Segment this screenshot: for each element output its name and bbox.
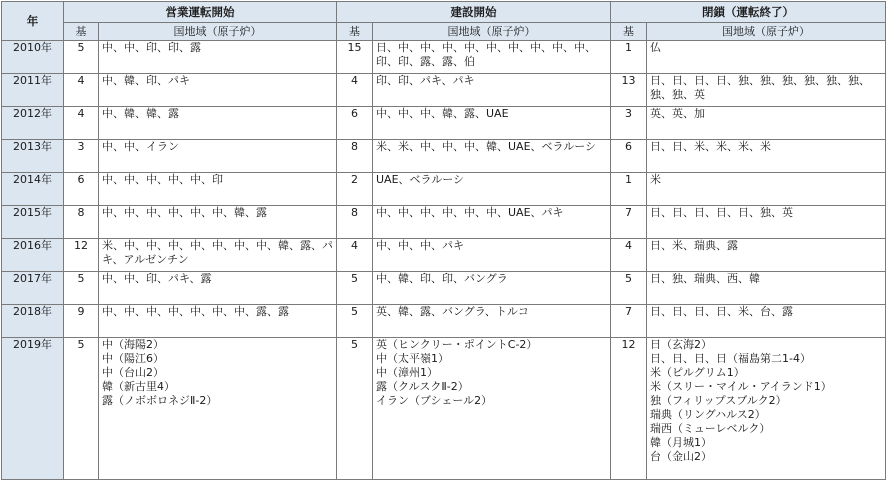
operation-region-header: 国地域（原子炉） (99, 23, 337, 41)
operation-count: 8 (64, 206, 99, 239)
closure-regions: 仏 (647, 41, 886, 74)
construction-regions: 印、印、パキ、パキ (373, 74, 611, 107)
list-item: 瑞典（リングハルス2） (650, 408, 766, 421)
operation-regions: 中、中、イラン (99, 140, 337, 173)
table-row (2, 107, 886, 140)
construction-count: 6 (337, 107, 373, 140)
list-item: 独（フィリップスブルク2） (650, 394, 787, 407)
year-header: 年 (2, 2, 64, 41)
year-cell: 2016年 (2, 239, 64, 272)
construction-regions: 英、韓、露、バングラ、トルコ (373, 305, 611, 338)
operation-count: 5 (64, 272, 99, 305)
closure-count: 1 (611, 173, 647, 206)
operation-regions: 中、中、印、印、露 (99, 41, 337, 74)
construction-count: 8 (337, 206, 373, 239)
closure-regions: 米 (647, 173, 886, 206)
table-row (2, 140, 886, 173)
operation-regions: 中、韓、韓、露 (99, 107, 337, 140)
table-row (2, 338, 886, 480)
year-cell: 2010年 (2, 41, 64, 74)
closure-regions: 日、日、日、日、独、独、独、独、独、独、独、独、英 (647, 74, 886, 107)
operation-regions: 米、中、中、中、中、中、中、中、韓、露、パキ、アルゼンチン (99, 239, 337, 272)
closure-regions (647, 338, 886, 480)
construction-regions (373, 338, 611, 480)
construction-count: 4 (337, 74, 373, 107)
construction-regions: 日、中、中、中、中、中、中、中、中、中、印、印、露、露、伯 (373, 41, 611, 74)
closure-count-header: 基 (611, 23, 647, 41)
closure-count: 6 (611, 140, 647, 173)
closure-count: 7 (611, 206, 647, 239)
operation-count: 5 (64, 41, 99, 74)
reactor-table (1, 1, 886, 480)
table-row (2, 272, 886, 305)
closure-regions: 英、英、加 (647, 107, 886, 140)
table-row (2, 173, 886, 206)
operation-count: 9 (64, 305, 99, 338)
operation-regions: 中、韓、印、パキ (99, 74, 337, 107)
table-row (2, 239, 886, 272)
table-row (2, 41, 886, 74)
closure-count: 13 (611, 74, 647, 107)
construction-regions: 中、中、中、韓、露、UAE (373, 107, 611, 140)
list-item: 米（スリー・マイル・アイランド1） (650, 380, 832, 393)
operation-regions: 中、中、中、中、中、印 (99, 173, 337, 206)
closure-region-header: 国地域（原子炉） (647, 23, 886, 41)
construction-count: 2 (337, 173, 373, 206)
closure-count: 4 (611, 239, 647, 272)
construction-count: 5 (337, 338, 373, 480)
list-item: 中（太平嶺1） (376, 352, 449, 365)
list-item: 中（海陽2） (102, 338, 164, 351)
closure-regions: 日、日、米、米、米、米 (647, 140, 886, 173)
year-cell: 2018年 (2, 305, 64, 338)
closure-count: 12 (611, 338, 647, 480)
operation-count: 6 (64, 173, 99, 206)
year-cell: 2015年 (2, 206, 64, 239)
list-item: 中（台山2） (102, 366, 164, 379)
construction-count: 15 (337, 41, 373, 74)
operation-regions (99, 338, 337, 480)
list-item: 中（漳州1） (376, 366, 438, 379)
operation-count: 4 (64, 107, 99, 140)
construction-region-header: 国地域（原子炉） (373, 23, 611, 41)
list-item: 英（ヒンクリー・ポイントC-2） (376, 338, 538, 351)
list-item: 瑞西（ミューレベルク） (650, 422, 771, 435)
list-item: 韓（月城1） (650, 436, 712, 449)
operation-start-header: 営業運転開始 (64, 2, 337, 23)
table-row (2, 305, 886, 338)
year-cell: 2019年 (2, 338, 64, 480)
operation-regions: 中、中、印、パキ、露 (99, 272, 337, 305)
operation-count: 4 (64, 74, 99, 107)
closure-header: 閉鎖（運転終了） (611, 2, 886, 23)
year-cell: 2017年 (2, 272, 64, 305)
construction-count: 5 (337, 272, 373, 305)
list-item: 露（クルスクⅡ-2） (376, 380, 469, 393)
construction-count: 4 (337, 239, 373, 272)
list-item: 日、日、日、日（福島第二1-4） (650, 352, 811, 365)
construction-count-header: 基 (337, 23, 373, 41)
table-row (2, 206, 886, 239)
list-item: イラン（ブシェール2） (376, 394, 493, 407)
subheader-row (2, 23, 886, 41)
closure-regions: 日、日、日、日、米、台、露 (647, 305, 886, 338)
closure-regions: 日、日、日、日、日、独、英 (647, 206, 886, 239)
year-cell: 2011年 (2, 74, 64, 107)
closure-count: 7 (611, 305, 647, 338)
construction-regions: UAE、ベラルーシ (373, 173, 611, 206)
list-item: 韓（新古里4） (102, 380, 175, 393)
closure-regions: 日、独、瑞典、西、韓 (647, 272, 886, 305)
operation-count: 12 (64, 239, 99, 272)
year-cell: 2012年 (2, 107, 64, 140)
list-item: 露（ノボボロネジⅡ-2） (102, 394, 218, 407)
closure-count: 5 (611, 272, 647, 305)
year-cell: 2013年 (2, 140, 64, 173)
construction-count: 8 (337, 140, 373, 173)
construction-start-header: 建設開始 (337, 2, 611, 23)
list-item: 日（玄海2） (650, 338, 712, 351)
closure-count: 1 (611, 41, 647, 74)
list-item: 中（陽江6） (102, 352, 164, 365)
construction-regions: 中、中、中、パキ (373, 239, 611, 272)
list-item: 台（金山2） (650, 450, 712, 463)
operation-count: 5 (64, 338, 99, 480)
closure-regions: 日、米、瑞典、露 (647, 239, 886, 272)
operation-regions: 中、中、中、中、中、中、中、露、露 (99, 305, 337, 338)
table-row (2, 74, 886, 107)
operation-count-header: 基 (64, 23, 99, 41)
year-cell: 2014年 (2, 173, 64, 206)
construction-count: 5 (337, 305, 373, 338)
operation-count: 3 (64, 140, 99, 173)
construction-regions: 米、米、中、中、中、韓、UAE、ベラルーシ (373, 140, 611, 173)
list-item: 米（ピルグリム1） (650, 366, 745, 379)
closure-count: 3 (611, 107, 647, 140)
operation-regions: 中、中、中、中、中、中、韓、露 (99, 206, 337, 239)
construction-regions: 中、韓、印、印、バングラ (373, 272, 611, 305)
construction-regions: 中、中、中、中、中、中、UAE、パキ (373, 206, 611, 239)
header-row (2, 2, 886, 23)
